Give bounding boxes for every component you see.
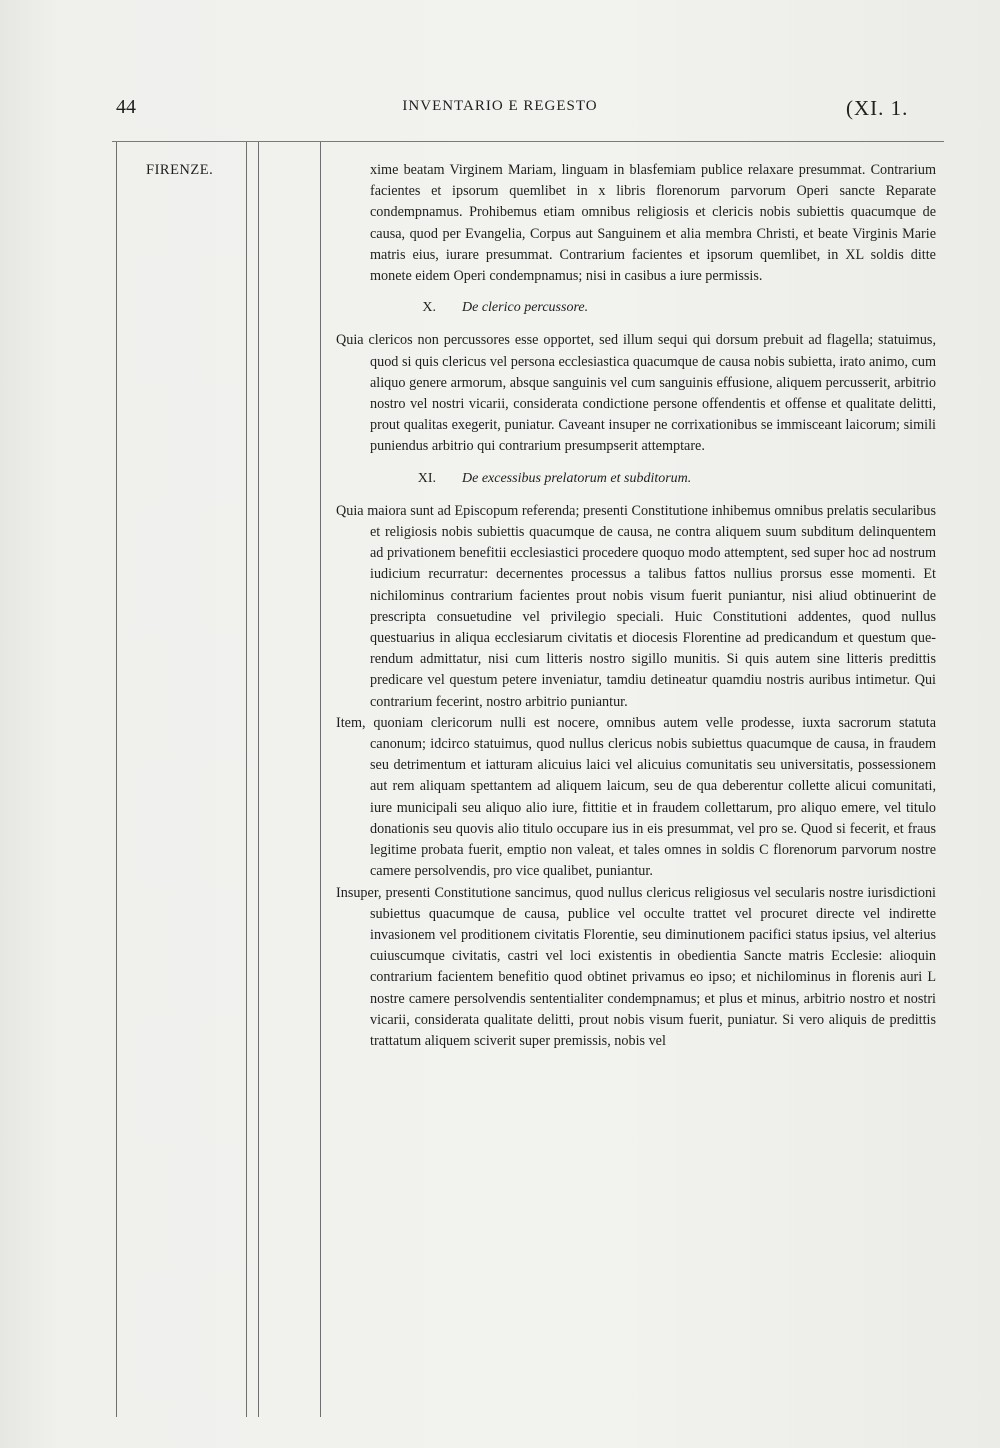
column-rule-left bbox=[116, 142, 117, 1417]
header-rule bbox=[112, 141, 944, 142]
heading-number: X. bbox=[422, 300, 436, 316]
main-text bbox=[336, 160, 936, 1052]
paragraph: Insuper, presenti Constitutione sancimus, quod nullus clericus religiosus vel secularis nostre iurisdictioni subiettus quacumque de causa, publice vel occulte trattet vel procuret directe vel indirette invasionem vel proditionem civitatis Florentie, seu diminutionem pacifici status ipsius, vel alterius cuiuscumque civitatis, castri vel loci existentis in obedientia Sancte matris Ecclesie: alioquin contrarium facientem benefitio quod obtinet privamus eo ipso; et nichilominus in florenis auri L nostre camere persolvendis sententialiter condempnamus; et plus et minus, arbitrio nostro et nostri vicarii, considerata qualitate delitti, prout nobis visum fuerit, puniatur. Si vero aliquis de predittis trattatum aliquem sciverit super premissis, nobis vel bbox=[336, 884, 936, 1049]
column-rule-2 bbox=[246, 142, 247, 1417]
column-rule-4 bbox=[320, 142, 321, 1417]
heading-number: XI. bbox=[417, 470, 436, 486]
margin-city-label: FIRENZE. bbox=[146, 162, 214, 178]
section-reference: (XI. 1. bbox=[846, 96, 909, 120]
paragraph: Quia clericos non percussores esse opportet, sed illum sequi qui dorsum prebuit ad flagella; statuimus, quod si quis clericus vel persona ecclesiastica quacumque de causa nobis subietta, irato animo, cum aliquo genere armorum, absque sanguinis vel cum sanguinis effusione, aliquem percusserit, arbitrio nostro vel nostri vicarii, considerata condictione persone offendentis et offense et qualitate delitti, prout qualitas exegerit, puniatur. Caveant insuper ne corrixationibus se immisceant laicorum; simili puniendus arbitrio qui contrarium presumpserit attemptare. bbox=[336, 332, 936, 455]
section-heading-x bbox=[336, 297, 936, 318]
paragraph: Item, quoniam clericorum nulli est nocere, omnibus autem velle prodesse, iuxta sacrorum statuta canonum; idcirco statuimus, quod nullus clericus nobis subiettus quacumque de causa, in fraudem seu detrimentum et iatturam alicuius laici vel alicuius comunitatis seu universitatis, possessionem aut rem aliquam spettantem ad aliquem laicum, seu de qua deberentur collette alicui comunitati, iure municipali seu aliquo alio iure, fittitie et in fraudem collettarum, pro aliquo emere, vel titulo donationis seu quovis alio titulo occupare ius in eis presummat, vel pro se. Quod si fecerit, et fraus legitime probata fuerit, emptio non valeat, et tales omnes in soldis C florenorum parvorum nostre camere persolvendis, pro vice qualibet, puniantur. bbox=[336, 714, 936, 880]
heading-title: De excessibus prelatorum et subditorum. bbox=[462, 470, 692, 486]
column-rule-3 bbox=[258, 142, 259, 1417]
section-heading-xi bbox=[336, 468, 936, 489]
paragraph-continuation: xime beatam Virginem Mariam, linguam in blasfemiam publice relaxare presummat. Contrarium facientes et ipsorum quemlibet in x libris florenorum parvorum Operi sancte Reparate condempnamus. Prohibemus etiam omnibus religiosis et clericis nobis subiettis quacumque de causa, quod per Evangelia, Corpus aut Sanguinem et alia membra Christi, et beate Virginis Marie matris eius, iurare presummat. Contrarium facientes et ipsorum quemlibet, in XL soldis ditte monete eidem Operi condempnamus; nisi in casibus a iure permissis. bbox=[370, 162, 936, 285]
heading-title: De clerico percussore. bbox=[462, 300, 589, 316]
paragraph: Quia maiora sunt ad Episcopum referenda; presenti Constitutione inhibemus omnibus prelatis secularibus et religiosis nobis subiettis quacumque de causa, ne contra aliquem suum subditum delinquentem ad privationem benefitii ecclesiastici procedere quoquo modo attemptent, sed super hoc ad nostrum iudicium recurratur: decernentes processus a talibus fattos nullius prorsus esse momenti. Et nichilominus contrarium facientes prout nobis visum fuerit puniantur, nisi aliud obtinuerint de prescripta consuetudine vel privilegio speciali. Huic Constitutioni addentes, quod nullus questuarius in aliqua ecclesiarum civitatis et diocesis Florentine ad predicandum et questum querendum admittatur, nisi cum litteris nostro sigillo munitis. Si quis autem sine litteris predittis predicare vel questum petere inveniatur, tamdiu detineatur quamdiu nostris auribus intimetur. Qui contrarium fecerint, nostro arbitrio puniantur. bbox=[336, 502, 936, 710]
page-number: 44 bbox=[116, 96, 136, 118]
running-head: INVENTARIO E REGESTO bbox=[402, 98, 598, 114]
page-header bbox=[0, 96, 1000, 124]
